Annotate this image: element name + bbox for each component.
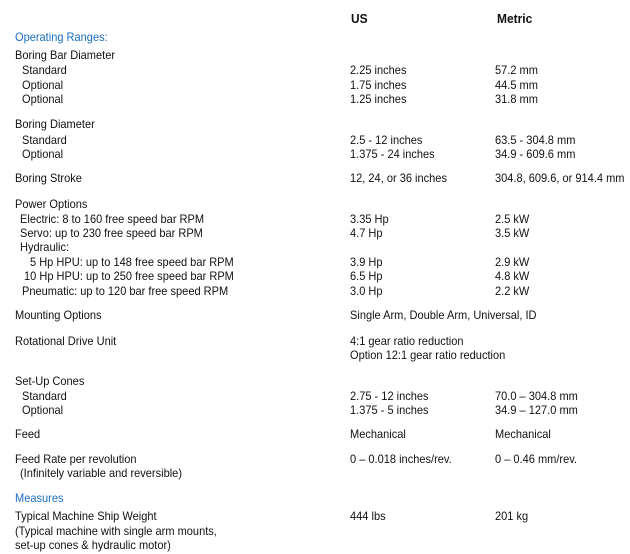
power-pneumatic-label: Pneumatic: up to 120 bar free speed RPM: [22, 284, 229, 298]
power-electric-us: 3.35 Hp: [350, 212, 389, 226]
section-heading-measures: Measures: [15, 491, 64, 505]
boring-bar-row-label: Optional: [22, 78, 64, 92]
boring-bar-row-us: 1.75 inches: [350, 78, 407, 92]
setup-cones-row-us: 2.75 - 12 inches: [350, 389, 429, 403]
mounting-options-value: Single Arm, Double Arm, Universal, ID: [350, 308, 537, 322]
setup-cones-row-label: Standard: [22, 389, 67, 403]
mounting-options-label: Mounting Options: [15, 308, 102, 322]
boring-bar-row-metric: 31.8 mm: [495, 92, 538, 106]
boring-diameter-row-us: 1.375 - 24 inches: [350, 147, 435, 161]
setup-cones-row-metric: 70.0 – 304.8 mm: [495, 389, 578, 403]
feed-us: Mechanical: [350, 427, 406, 441]
feed-rate-us: 0 – 0.018 inches/rev.: [350, 452, 452, 466]
section-heading-operating-ranges: Operating Ranges:: [15, 30, 108, 44]
feed-rate-metric: 0 – 0.46 mm/rev.: [495, 452, 578, 466]
ship-weight-sub2: set-up cones & hydraulic motor): [15, 538, 171, 552]
ship-weight-label: Typical Machine Ship Weight: [15, 509, 157, 523]
power-hydraulic-label: Hydraulic:: [20, 240, 70, 254]
setup-cones-title: Set-Up Cones: [15, 374, 85, 388]
boring-diameter-row-metric: 34.9 - 609.6 mm: [495, 147, 576, 161]
power-electric-label: Electric: 8 to 160 free speed bar RPM: [20, 212, 205, 226]
boring-stroke-metric: 304.8, 609.6, or 914.4 mm: [495, 171, 625, 185]
power-servo-us: 4.7 Hp: [350, 226, 383, 240]
feed-label: Feed: [15, 427, 41, 441]
boring-bar-row-us: 1.25 inches: [350, 92, 407, 106]
setup-cones-row-us: 1.375 - 5 inches: [350, 403, 429, 417]
boring-diameter-title: Boring Diameter: [15, 117, 95, 131]
power-hpu5-metric: 2.9 kW: [495, 255, 530, 269]
rotational-drive-line1: 4:1 gear ratio reduction: [350, 334, 464, 348]
boring-bar-row-metric: 44.5 mm: [495, 78, 538, 92]
power-hpu5-us: 3.9 Hp: [350, 255, 383, 269]
boring-bar-row-label: Optional: [22, 92, 64, 106]
feed-rate-label: Feed Rate per revolution: [15, 452, 137, 466]
boring-stroke-label: Boring Stroke: [15, 171, 82, 185]
power-hpu10-label: 10 Hp HPU: up to 250 free speed bar RPM: [24, 269, 234, 283]
power-options-title: Power Options: [15, 197, 88, 211]
rotational-drive-label: Rotational Drive Unit: [15, 334, 117, 348]
boring-bar-row-metric: 57.2 mm: [495, 63, 538, 77]
ship-weight-metric: 201 kg: [495, 509, 529, 523]
boring-diameter-row-label: Optional: [22, 147, 64, 161]
boring-stroke-us: 12, 24, or 36 inches: [350, 171, 447, 185]
feed-metric: Mechanical: [495, 427, 551, 441]
setup-cones-row-label: Optional: [22, 403, 64, 417]
power-servo-metric: 3.5 kW: [495, 226, 530, 240]
power-hpu5-label: 5 Hp HPU: up to 148 free speed bar RPM: [30, 255, 234, 269]
column-header-us: US: [351, 11, 368, 26]
boring-bar-diameter-title: Boring Bar Diameter: [15, 48, 116, 62]
power-pneumatic-metric: 2.2 kW: [495, 284, 530, 298]
boring-diameter-row-metric: 63.5 - 304.8 mm: [495, 133, 576, 147]
boring-bar-row-label: Standard: [22, 63, 67, 77]
boring-bar-row-us: 2.25 inches: [350, 63, 407, 77]
power-servo-label: Servo: up to 230 free speed bar RPM: [20, 226, 203, 240]
ship-weight-us: 444 lbs: [350, 509, 386, 523]
power-hpu10-metric: 4.8 kW: [495, 269, 530, 283]
feed-rate-sub: (Infinitely variable and reversible): [20, 466, 183, 480]
setup-cones-row-metric: 34.9 – 127.0 mm: [495, 403, 578, 417]
power-electric-metric: 2.5 kW: [495, 212, 530, 226]
power-hpu10-us: 6.5 Hp: [350, 269, 383, 283]
column-header-metric: Metric: [497, 11, 533, 26]
boring-diameter-row-label: Standard: [22, 133, 67, 147]
boring-diameter-row-us: 2.5 - 12 inches: [350, 133, 423, 147]
power-pneumatic-us: 3.0 Hp: [350, 284, 383, 298]
rotational-drive-line2: Option 12:1 gear ratio reduction: [350, 348, 506, 362]
ship-weight-sub1: (Typical machine with single arm mounts,: [15, 524, 217, 538]
